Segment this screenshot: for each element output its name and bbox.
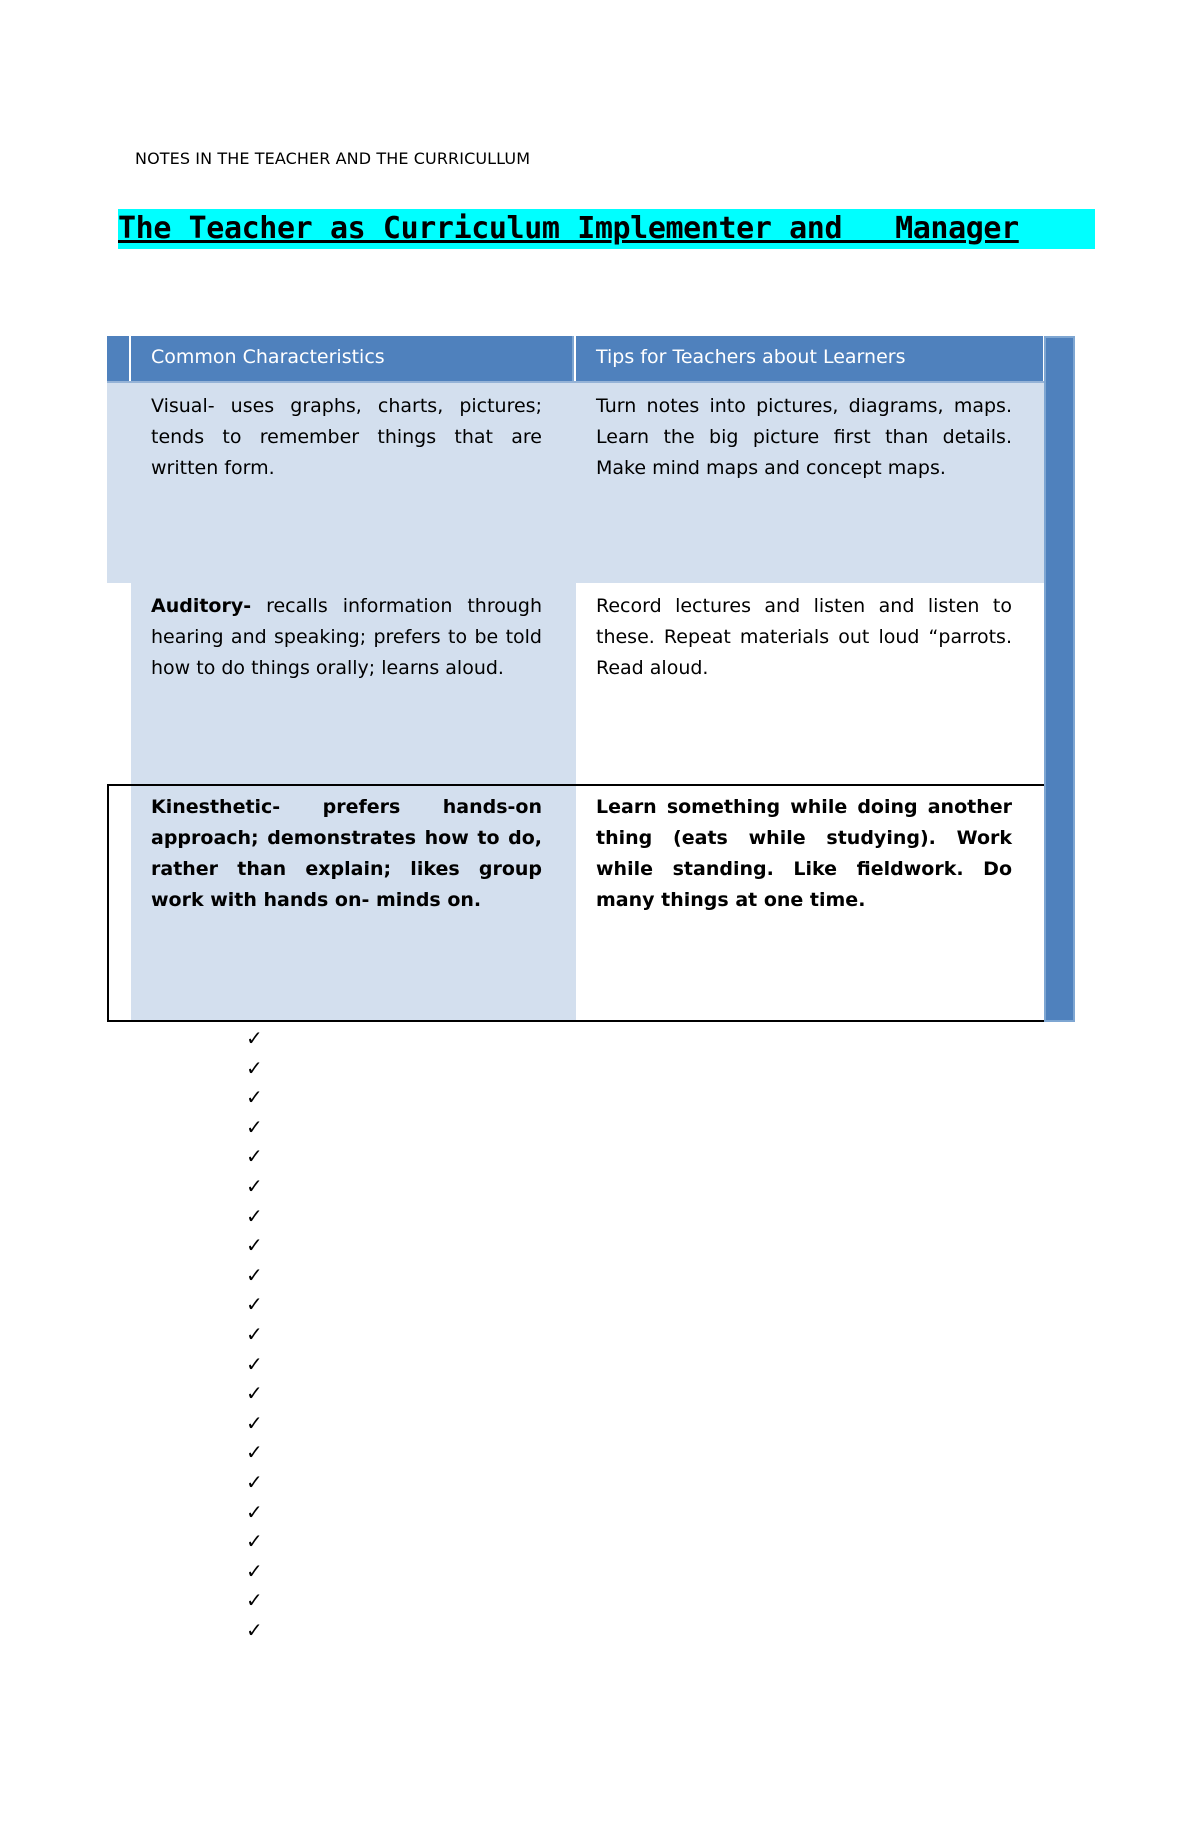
checkmark-icon: ✓ — [246, 1321, 263, 1346]
characteristic-label: Auditory- — [151, 595, 252, 617]
row-strip — [107, 784, 131, 1022]
checkmark-icon: ✓ — [246, 1588, 263, 1613]
header-common-characteristics: Common Characteristics — [131, 336, 574, 382]
characteristic-text: prefers hands-on approach; demonstrates how to do, rather than explain; likes group work with hands on- minds on. — [151, 796, 542, 911]
checkmark-icon: ✓ — [246, 1203, 263, 1228]
checkmark-icon: ✓ — [246, 1440, 263, 1465]
checkmark-icon: ✓ — [246, 1410, 263, 1435]
checkmark-icon: ✓ — [246, 1262, 263, 1287]
learning-styles-table — [107, 336, 1075, 1022]
tip-cell-visual — [576, 383, 1044, 583]
table-right-band — [1044, 336, 1075, 1022]
page-title: The Teacher as Curriculum Implementer and Manager — [118, 209, 1095, 249]
checkmark-icon: ✓ — [246, 1499, 263, 1524]
tip-text: Learn something while doing another thing (eats while studying). Work while standing. Like fieldwork. Do many things at one time. — [596, 796, 1012, 911]
characteristic-text: recalls information through hearing and speaking; prefers to be told how to do things orally; learns aloud. — [151, 595, 542, 679]
checkmark-icon: ✓ — [246, 1351, 263, 1376]
row-strip — [107, 383, 131, 583]
checkmark-icon: ✓ — [246, 1055, 263, 1080]
checkmark-icon: ✓ — [246, 1233, 263, 1258]
notes-heading: NOTES IN THE TEACHER AND THE CURRICULLUM — [135, 149, 531, 168]
table-left-band — [107, 336, 131, 382]
row-border-left — [107, 784, 109, 1022]
characteristic-label: Visual- — [151, 395, 215, 417]
characteristic-label: Kinesthetic- — [151, 796, 281, 818]
checkmark-icon: ✓ — [246, 1026, 263, 1050]
characteristic-cell-auditory — [131, 583, 576, 784]
checkmark-icon: ✓ — [246, 1469, 263, 1494]
checkmark-icon: ✓ — [246, 1173, 263, 1198]
checkmark-icon: ✓ — [246, 1381, 263, 1406]
checkmark-icon: ✓ — [246, 1114, 263, 1139]
checkmark-icon: ✓ — [246, 1085, 263, 1110]
table-bottom-border — [107, 1020, 1044, 1022]
characteristic-text: uses graphs, charts, pictures; tends to remember things that are written form. — [151, 395, 542, 479]
header-tips-for-teachers: Tips for Teachers about Learners — [576, 336, 1043, 382]
tip-text: Record lectures and listen and listen to these. Repeat materials out loud “parrots. Read aloud. — [596, 595, 1012, 679]
tip-cell-kinesthetic — [576, 784, 1044, 1022]
checkmark-icon: ✓ — [246, 1558, 263, 1583]
checkmark-icon: ✓ — [246, 1529, 263, 1554]
characteristic-cell-kinesthetic — [131, 784, 576, 1022]
characteristic-cell-visual — [131, 383, 576, 583]
checkmark-list — [246, 1024, 263, 1645]
tip-text: Turn notes into pictures, diagrams, maps. Learn the big picture first than details. Make mind maps and concept maps. — [596, 395, 1012, 479]
checkmark-icon: ✓ — [246, 1617, 263, 1642]
checkmark-icon: ✓ — [246, 1144, 263, 1169]
row-border-top — [107, 784, 1044, 786]
tip-cell-auditory — [576, 583, 1044, 784]
row-strip — [107, 583, 131, 784]
checkmark-icon: ✓ — [246, 1292, 263, 1317]
